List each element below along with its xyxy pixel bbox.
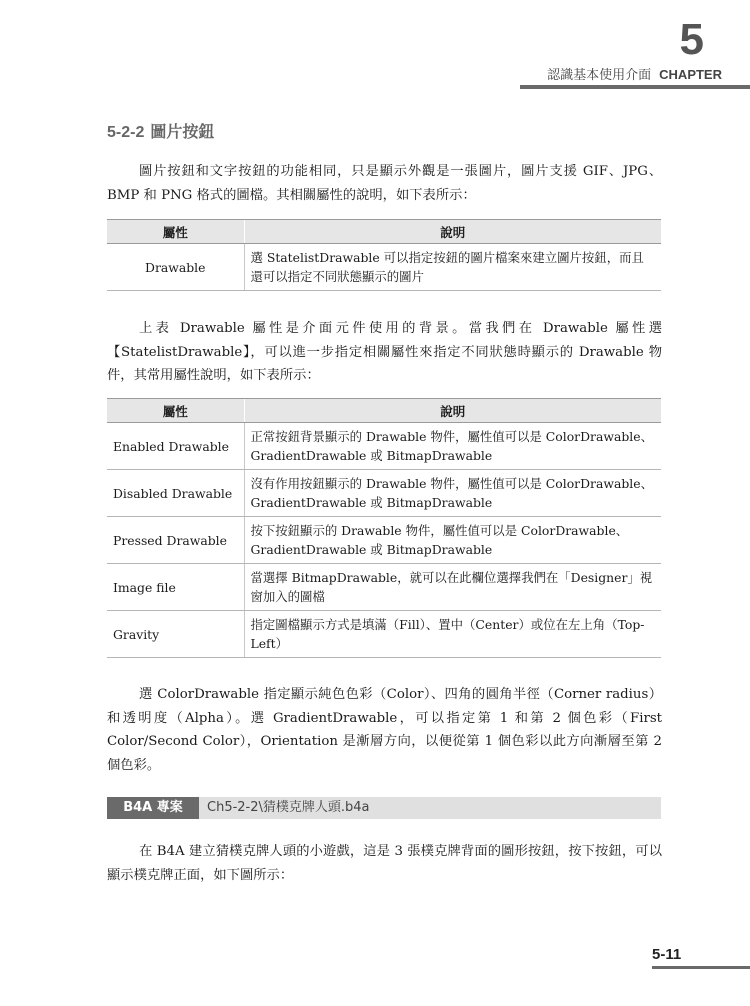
section-heading <box>107 119 214 142</box>
description-cell: 選 StatelistDrawable 可以指定按鈕的圖片檔案來建立圖片按鈕，而且還可以指定不同狀態顯示的圖片 <box>244 244 661 291</box>
description-cell: 指定圖檔顯示方式是填滿（Fill）、置中（Center）或位在左上角（Top-Left） <box>244 611 661 658</box>
property-cell: Pressed Drawable <box>107 517 244 564</box>
table-row <box>107 470 661 517</box>
table-button-properties <box>107 219 661 291</box>
project-file-path: Ch5-2-2\猜樸克牌人頭.b4a <box>207 800 370 815</box>
section-number: 5-2-2 <box>107 124 145 141</box>
header-rule <box>520 85 750 89</box>
description-cell: 當選擇 BitmapDrawable，就可以在此欄位選擇我們在「Designer」視窗加入的圖檔 <box>244 564 661 611</box>
chapter-title-zh: 認識基本使用介面 <box>547 68 652 83</box>
table-header-row <box>107 220 661 244</box>
property-cell: Drawable <box>107 244 244 291</box>
description-cell: 沒有作用按鈕顯示的 Drawable 物件，屬性值可以是 ColorDrawable、GradientDrawable 或 BitmapDrawable <box>244 470 661 517</box>
description-cell: 正常按鈕背景顯示的 Drawable 物件，屬性值可以是 ColorDrawable、GradientDrawable 或 BitmapDrawable <box>244 423 661 470</box>
table-row <box>107 564 661 611</box>
property-cell: Disabled Drawable <box>107 470 244 517</box>
footer-rule <box>652 966 750 969</box>
description-cell: 按下按鈕顯示的 Drawable 物件，屬性值可以是 ColorDrawable、GradientDrawable 或 BitmapDrawable <box>244 517 661 564</box>
table-header-property: 屬性 <box>107 220 244 244</box>
table-header-property: 屬性 <box>107 399 244 423</box>
table-header-description: 說明 <box>244 220 661 244</box>
property-cell: Gravity <box>107 611 244 658</box>
project-tag-bar <box>107 797 661 819</box>
section-title: 圖片按鈕 <box>150 122 215 141</box>
paragraph-game: 在 B4A 建立猜樸克牌人頭的小遊戲，這是 3 張樸克牌背面的圖形按鈕，按下按鈕，可以顯示樸克牌正面，如下圖所示： <box>107 844 662 883</box>
chapter-title <box>547 64 722 83</box>
property-cell: Enabled Drawable <box>107 423 244 470</box>
paragraph-drawable: 上表 Drawable 屬性是介面元件使用的背景。當我們在 Drawable 屬性選【StatelistDrawable】，可以進一步指定相關屬性來指定不同狀態時顯示的 Drawable 物件，其常用屬性說明，如下表所示： <box>107 321 662 383</box>
project-tag-label: B4A 專案 <box>107 797 199 819</box>
property-cell: Image file <box>107 564 244 611</box>
table-drawable-properties <box>107 398 661 658</box>
page-number: 5-11 <box>652 946 682 963</box>
table-row <box>107 611 661 658</box>
table-row <box>107 423 661 470</box>
chapter-label: CHAPTER <box>659 67 722 82</box>
table-header-description: 說明 <box>244 399 661 423</box>
paragraph-intro: 圖片按鈕和文字按鈕的功能相同，只是顯示外觀是一張圖片，圖片支援 GIF、JPG、BMP 和 PNG 格式的圖檔。其相關屬性的說明，如下表所示： <box>107 164 662 203</box>
table-row <box>107 244 661 291</box>
table-row <box>107 517 661 564</box>
chapter-number: 5 <box>679 15 704 64</box>
paragraph-color-gradient: 選 ColorDrawable 指定顯示純色色彩（Color）、四角的圓角半徑（Corner radius）和透明度（Alpha）。選 GradientDrawable，可以指定第 1 和第 2 個色彩（First Color/Second Color），Orientation 是漸層方向，以便從第 1 個色彩以此方向漸層至第 2 個色彩。 <box>107 687 662 773</box>
table-header-row <box>107 399 661 423</box>
